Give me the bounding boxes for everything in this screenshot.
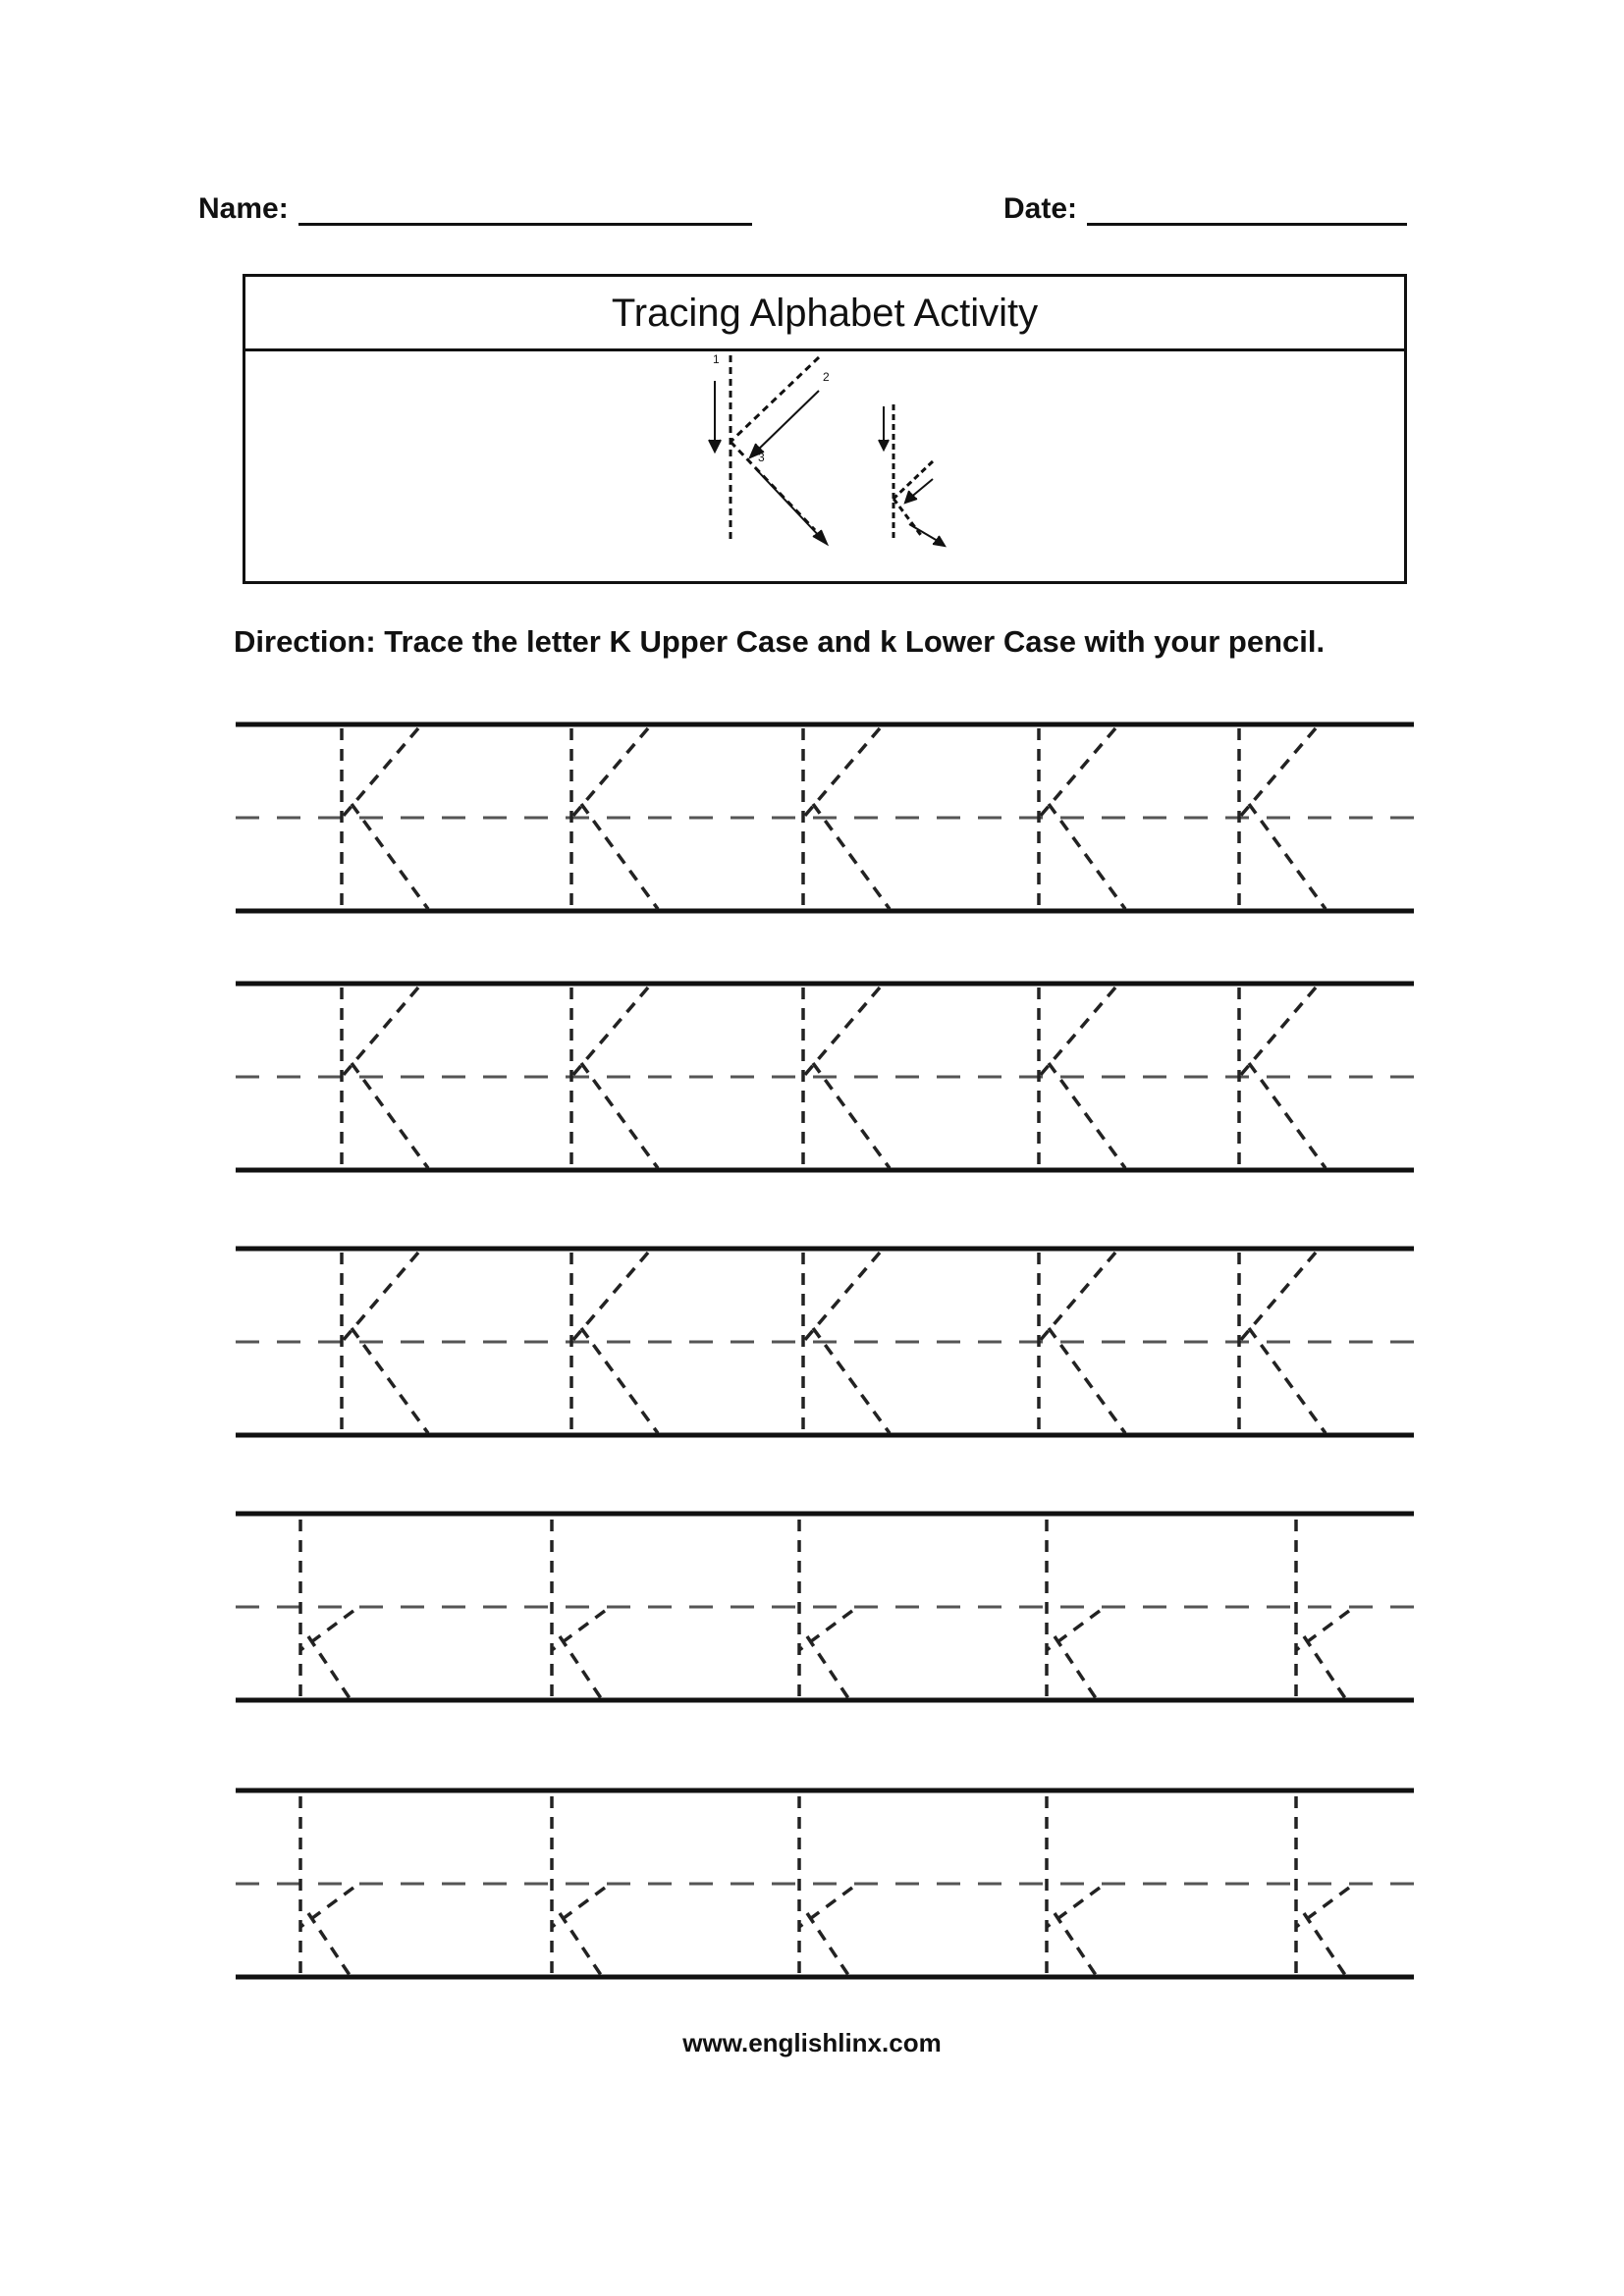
k-leg	[1049, 804, 1125, 909]
trace-letter-lower-k	[552, 1796, 605, 1975]
practice-row-1	[236, 724, 1414, 911]
k-arm	[1047, 1888, 1100, 1927]
k-leg	[1249, 1328, 1326, 1433]
k-leg	[581, 1063, 658, 1168]
k-leg	[308, 1636, 350, 1698]
k-leg	[560, 1913, 601, 1975]
k-leg	[352, 1328, 428, 1433]
k-leg	[352, 804, 428, 909]
activity-title: Tracing Alphabet Activity	[245, 277, 1404, 351]
trace-letter-lower-k	[300, 1520, 353, 1698]
k-leg	[807, 1913, 848, 1975]
practice-row-4	[236, 1514, 1414, 1700]
k-leg	[813, 1063, 890, 1168]
k-arm	[799, 1611, 852, 1650]
k-leg	[1049, 1328, 1125, 1433]
trace-letter-lower-k	[300, 1796, 353, 1975]
k-leg	[1055, 1913, 1096, 1975]
k-arm	[1047, 1611, 1100, 1650]
name-label: Name:	[198, 192, 289, 225]
k-leg	[1304, 1636, 1345, 1698]
k-arm	[300, 1611, 353, 1650]
direction-text: Direction: Trace the letter K Upper Case and k Lower Case with your pencil.	[234, 624, 1326, 659]
trace-letter-lower-k	[799, 1520, 852, 1698]
trace-letter-lower-k	[1047, 1796, 1100, 1975]
k-arm	[799, 1888, 852, 1927]
k-leg	[352, 1063, 428, 1168]
k-arm	[300, 1888, 353, 1927]
website-footer: www.englishlinx.com	[682, 2028, 942, 2057]
k-leg	[807, 1636, 848, 1698]
stroke-number-1: 1	[713, 352, 720, 366]
k-leg	[1049, 1063, 1125, 1168]
practice-row-2	[236, 984, 1414, 1170]
trace-letter-lower-k	[1296, 1796, 1349, 1975]
trace-letter-lower-k	[1296, 1520, 1349, 1698]
k-leg	[1249, 804, 1326, 909]
k-leg	[581, 1328, 658, 1433]
k-leg	[813, 804, 890, 909]
trace-letter-lower-k	[799, 1796, 852, 1975]
k-leg	[308, 1913, 350, 1975]
k-arm	[552, 1611, 605, 1650]
k-leg	[813, 1328, 890, 1433]
date-label: Date:	[1003, 192, 1078, 225]
k-leg	[1055, 1636, 1096, 1698]
trace-letter-lower-k	[552, 1520, 605, 1698]
k-leg	[1249, 1063, 1326, 1168]
k-arm	[552, 1888, 605, 1927]
k-leg	[560, 1636, 601, 1698]
k-leg	[581, 804, 658, 909]
k-leg	[1304, 1913, 1345, 1975]
practice-row-5	[236, 1790, 1414, 1977]
trace-letter-lower-k	[1047, 1520, 1100, 1698]
k-arm	[1296, 1611, 1349, 1650]
k-arm	[1296, 1888, 1349, 1927]
stroke-number-2: 2	[823, 370, 830, 384]
stroke-number-3: 3	[758, 451, 765, 464]
practice-row-3	[236, 1249, 1414, 1435]
